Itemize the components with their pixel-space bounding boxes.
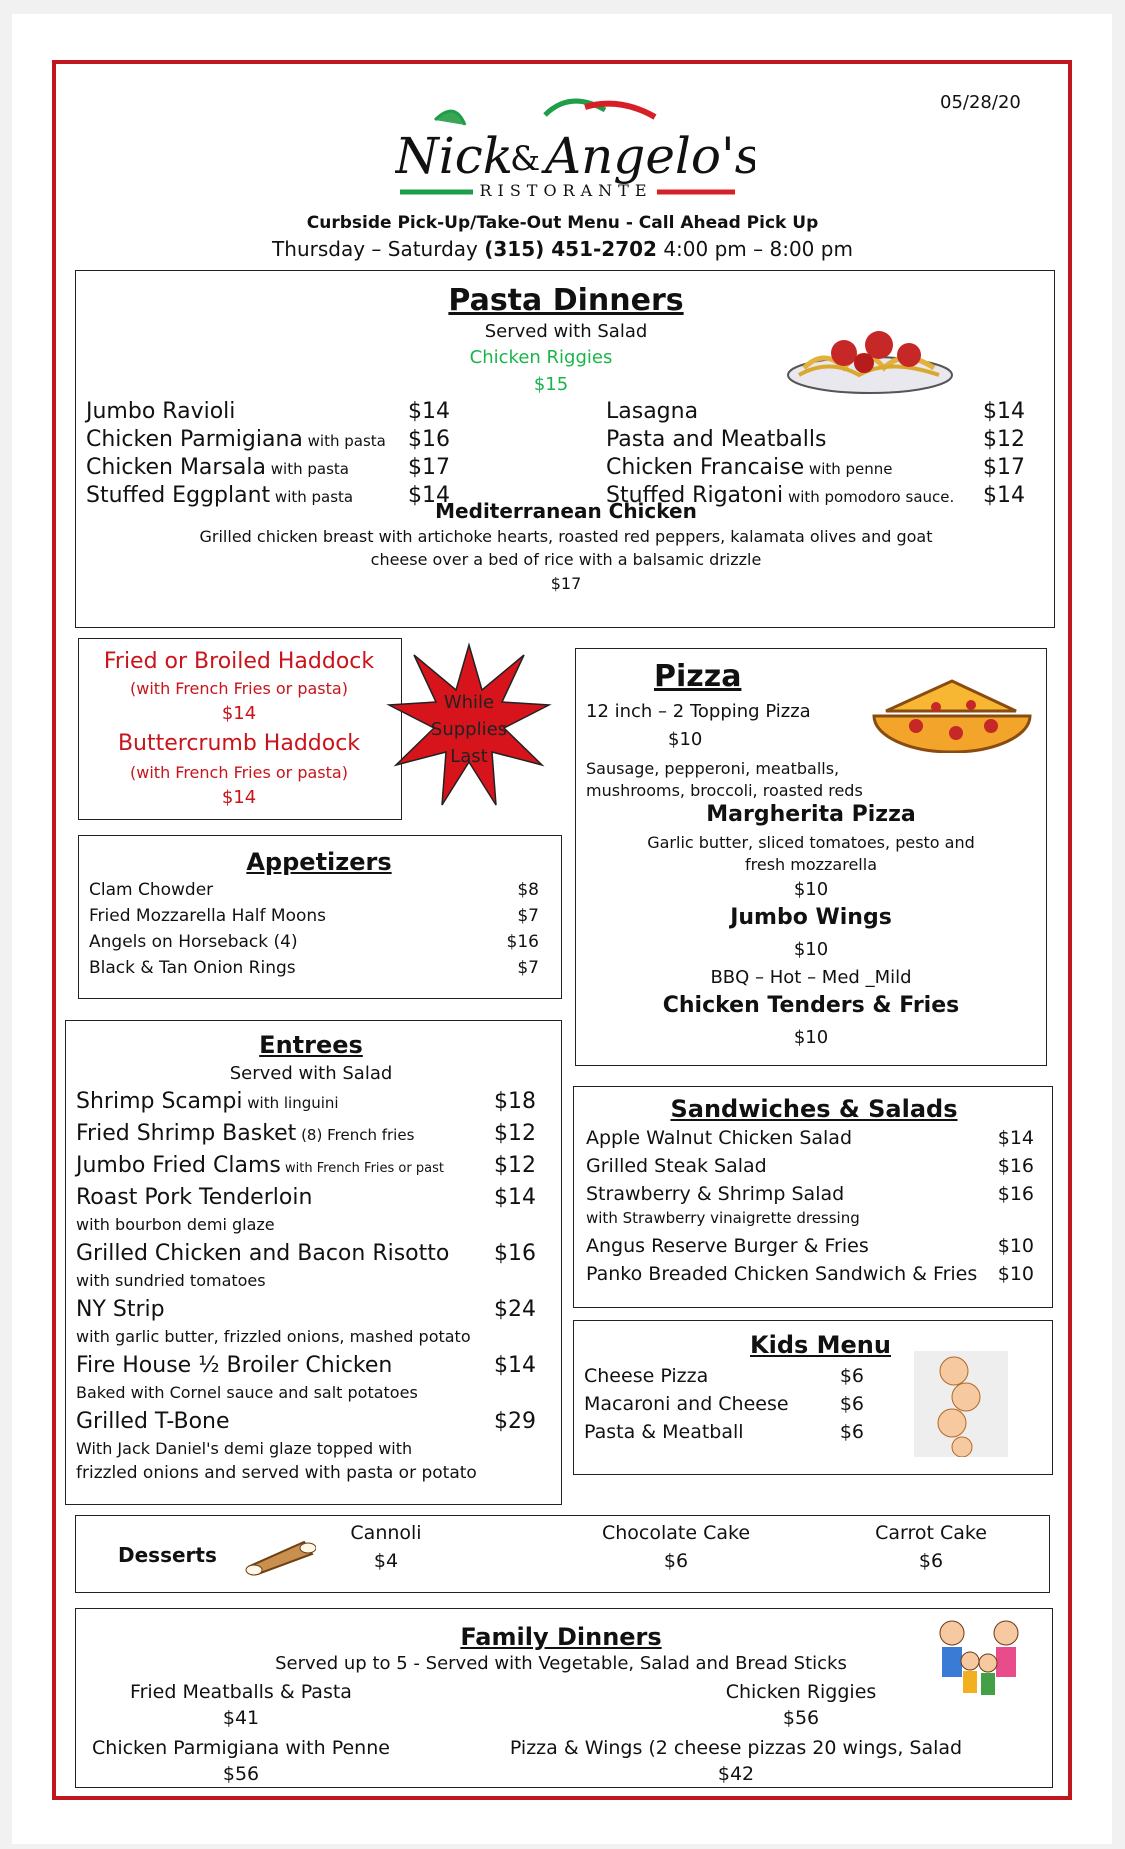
entree-name: Fried Shrimp Basket bbox=[76, 1121, 297, 1146]
entree-desc: with sundried tomatoes bbox=[76, 1271, 266, 1290]
dessert-price: $6 bbox=[663, 1550, 689, 1572]
entree-name: NY Strip bbox=[76, 1297, 165, 1322]
entree-desc: Baked with Cornel sauce and salt potatoes bbox=[76, 1383, 418, 1402]
haddock-price-1: $14 bbox=[221, 703, 257, 724]
item-name: Lasagna bbox=[606, 399, 699, 424]
entree-item bbox=[76, 1409, 230, 1434]
pasta-item bbox=[86, 399, 235, 424]
hours-text: 4:00 pm – 8:00 pm bbox=[656, 237, 853, 261]
family-item-name: Pizza & Wings (2 cheese pizzas 20 wings, Salad bbox=[509, 1737, 963, 1759]
wings-flavors: BBQ – Hot – Med _Mild bbox=[710, 967, 912, 988]
entree-price: $16 bbox=[494, 1241, 536, 1266]
item-note: with pomodoro sauce. bbox=[783, 488, 955, 506]
sandwich-price: $10 bbox=[997, 1263, 1034, 1285]
mediterranean-price: $17 bbox=[550, 574, 582, 593]
item-price: $17 bbox=[983, 455, 1025, 480]
entree-price: $14 bbox=[494, 1185, 536, 1210]
tenders-price: $10 bbox=[793, 1027, 829, 1048]
badge-line-2: Supplies bbox=[430, 719, 508, 740]
entree-note: (8) French fries bbox=[296, 1126, 415, 1144]
kids-title: Kids Menu bbox=[750, 1331, 891, 1359]
haddock-item-1: Fried or Broiled Haddock bbox=[103, 649, 375, 674]
pasta-title: Pasta Dinners bbox=[448, 283, 684, 318]
entree-desc-extra: frizzled onions and served with pasta or potato bbox=[76, 1463, 477, 1483]
appetizer-name: Clam Chowder bbox=[89, 880, 214, 900]
strawberry-note: with Strawberry vinaigrette dressing bbox=[586, 1209, 860, 1227]
family-item-name: Chicken Riggies bbox=[725, 1681, 877, 1703]
haddock-item-2: Buttercrumb Haddock bbox=[117, 731, 361, 756]
mediterranean-desc-1: Grilled chicken breast with artichoke hearts, roasted red peppers, kalamata olives and goat bbox=[199, 527, 933, 546]
entree-name: Roast Pork Tenderloin bbox=[76, 1185, 313, 1210]
kids-item-price: $6 bbox=[839, 1393, 864, 1415]
item-name: Stuffed Rigatoni bbox=[606, 483, 784, 508]
entree-price: $12 bbox=[494, 1153, 536, 1178]
entrees-subtitle: Served with Salad bbox=[229, 1063, 393, 1084]
pizza-toppings-2: mushrooms, broccoli, roasted reds bbox=[586, 781, 863, 800]
dessert-price: $4 bbox=[373, 1550, 399, 1572]
haddock-note-1: (with French Fries or pasta) bbox=[130, 679, 348, 698]
badge-line-1: While bbox=[443, 692, 495, 713]
family-item-price: $42 bbox=[717, 1763, 755, 1785]
item-price: $14 bbox=[983, 399, 1025, 424]
kids-item-price: $6 bbox=[839, 1421, 864, 1443]
days-text: Thursday – Saturday bbox=[272, 237, 485, 261]
badge-line-3: Last bbox=[450, 746, 488, 767]
sandwiches-section bbox=[573, 1086, 1053, 1308]
haddock-note-2: (with French Fries or pasta) bbox=[130, 763, 348, 782]
family-title: Family Dinners bbox=[460, 1623, 662, 1651]
pasta-item bbox=[86, 427, 386, 452]
svg-text:Nick: Nick bbox=[395, 127, 514, 185]
sandwich-price: $14 bbox=[997, 1127, 1034, 1149]
entree-price: $18 bbox=[494, 1089, 536, 1114]
wings-title: Jumbo Wings bbox=[730, 905, 892, 930]
item-price: $14 bbox=[408, 483, 450, 508]
sandwich-price: $10 bbox=[997, 1235, 1034, 1257]
while-supplies-last-badge bbox=[384, 640, 554, 810]
entree-price: $29 bbox=[494, 1409, 536, 1434]
restaurant-logo bbox=[395, 95, 755, 205]
haddock-section bbox=[78, 638, 402, 820]
appetizer-name: Fried Mozzarella Half Moons bbox=[89, 906, 326, 926]
appetizer-name: Angels on Horseback (4) bbox=[89, 932, 298, 952]
desserts-section bbox=[75, 1515, 1050, 1593]
kids-item-price: $6 bbox=[839, 1365, 864, 1387]
item-price: $14 bbox=[983, 483, 1025, 508]
entrees-title: Entrees bbox=[259, 1031, 363, 1059]
entree-item bbox=[76, 1353, 392, 1378]
entree-item bbox=[76, 1297, 165, 1322]
item-note: with pasta bbox=[266, 460, 349, 478]
sandwich-name: Strawberry & Shrimp Salad bbox=[586, 1183, 845, 1205]
pasta-item bbox=[86, 455, 349, 480]
entree-price: $24 bbox=[494, 1297, 536, 1322]
appetizer-price: $8 bbox=[517, 880, 539, 900]
kids-item-name: Pasta & Meatball bbox=[584, 1421, 744, 1443]
pizza-item-1: 12 inch – 2 Topping Pizza bbox=[586, 701, 811, 722]
kids-icon bbox=[914, 1351, 1008, 1457]
sandwich-name: Apple Walnut Chicken Salad bbox=[586, 1127, 853, 1149]
sandwiches-title: Sandwiches & Salads bbox=[670, 1095, 958, 1123]
pizza-section bbox=[575, 648, 1047, 1066]
entree-name: Shrimp Scampi bbox=[76, 1089, 243, 1114]
mediterranean-title: Mediterranean Chicken bbox=[435, 499, 697, 523]
logo-subtitle: RISTORANTE bbox=[479, 181, 653, 200]
entree-desc: with bourbon demi glaze bbox=[76, 1215, 275, 1234]
item-price: $16 bbox=[408, 427, 450, 452]
margherita-price: $10 bbox=[793, 879, 829, 900]
item-name: Stuffed Eggplant bbox=[86, 483, 271, 508]
entree-name: Grilled Chicken and Bacon Risotto bbox=[76, 1241, 450, 1266]
special-price: $15 bbox=[533, 374, 569, 395]
margherita-title: Margherita Pizza bbox=[706, 802, 916, 827]
family-item-price: $41 bbox=[222, 1707, 260, 1729]
entree-note: with French Fries or past bbox=[280, 1161, 444, 1176]
sandwich-name: Angus Reserve Burger & Fries bbox=[586, 1235, 869, 1257]
mediterranean-desc-2: cheese over a bed of rice with a balsamic drizzle bbox=[370, 550, 762, 569]
pizza-toppings-1: Sausage, pepperoni, meatballs, bbox=[586, 759, 840, 778]
spaghetti-icon bbox=[784, 313, 956, 403]
tenders-title: Chicken Tenders & Fries bbox=[662, 993, 960, 1018]
pasta-dinners-section bbox=[75, 270, 1055, 628]
menu-header-line: Curbside Pick-Up/Take-Out Menu - Call Ahead Pick Up bbox=[306, 213, 819, 233]
pizza-price-1: $10 bbox=[668, 729, 703, 750]
margherita-desc-1: Garlic butter, sliced tomatoes, pesto and bbox=[647, 833, 975, 852]
appetizer-price: $7 bbox=[517, 906, 539, 926]
entree-price: $14 bbox=[494, 1353, 536, 1378]
entree-item bbox=[76, 1185, 312, 1210]
family-item-name: Fried Meatballs & Pasta bbox=[130, 1681, 352, 1703]
item-price: $17 bbox=[408, 455, 450, 480]
item-price: $14 bbox=[408, 399, 450, 424]
dessert-price: $6 bbox=[918, 1550, 944, 1572]
family-section bbox=[75, 1608, 1053, 1788]
appetizers-title: Appetizers bbox=[246, 848, 392, 876]
entree-desc: with garlic butter, frizzled onions, mashed potato bbox=[76, 1327, 471, 1346]
entrees-section bbox=[65, 1020, 562, 1505]
entree-item bbox=[76, 1089, 339, 1114]
appetizer-name: Black & Tan Onion Rings bbox=[89, 958, 296, 978]
pasta-item bbox=[606, 455, 893, 480]
kids-section bbox=[573, 1320, 1053, 1475]
sandwich-price: $16 bbox=[997, 1183, 1034, 1205]
pizza-title: Pizza bbox=[654, 659, 742, 694]
kids-item-name: Macaroni and Cheese bbox=[584, 1393, 789, 1415]
haddock-price-2: $14 bbox=[221, 787, 257, 808]
sandwich-price: $16 bbox=[997, 1155, 1034, 1177]
menu-date: 05/28/20 bbox=[940, 92, 1021, 113]
pasta-subtitle: Served with Salad bbox=[484, 321, 648, 342]
item-price: $12 bbox=[983, 427, 1025, 452]
dessert-name: Cannoli bbox=[350, 1522, 422, 1544]
sandwich-name: Grilled Steak Salad bbox=[586, 1155, 767, 1177]
kids-item-name: Cheese Pizza bbox=[584, 1365, 709, 1387]
entree-desc: With Jack Daniel's demi glaze topped with bbox=[76, 1439, 413, 1458]
pasta-item bbox=[606, 427, 826, 452]
dessert-name: Carrot Cake bbox=[875, 1522, 987, 1544]
item-note: with pasta bbox=[302, 432, 386, 450]
svg-text:Angelo's: Angelo's bbox=[545, 127, 755, 185]
entree-name: Jumbo Fried Clams bbox=[76, 1153, 281, 1178]
item-name: Chicken Francaise bbox=[606, 455, 805, 480]
item-note: with pasta bbox=[270, 488, 354, 506]
entree-item bbox=[76, 1153, 444, 1178]
special-name: Chicken Riggies bbox=[469, 347, 613, 368]
item-name: Chicken Parmigiana bbox=[86, 427, 303, 452]
item-name: Jumbo Ravioli bbox=[86, 399, 236, 424]
appetizer-price: $7 bbox=[517, 958, 539, 978]
hours-line bbox=[200, 237, 925, 261]
item-note: with penne bbox=[804, 460, 893, 478]
entree-item bbox=[76, 1241, 449, 1266]
entree-name: Fire House ½ Broiler Chicken bbox=[76, 1353, 393, 1378]
appetizer-price: $16 bbox=[506, 932, 539, 952]
family-item-price: $56 bbox=[222, 1763, 260, 1785]
dessert-name: Chocolate Cake bbox=[601, 1522, 751, 1544]
margherita-desc-2: fresh mozzarella bbox=[744, 855, 877, 874]
svg-text:&: & bbox=[510, 139, 541, 179]
entree-item bbox=[76, 1121, 414, 1146]
pizza-icon bbox=[866, 671, 1038, 753]
pasta-item bbox=[606, 399, 698, 424]
appetizers-section bbox=[78, 835, 562, 999]
family-item-name: Chicken Parmigiana with Penne bbox=[92, 1737, 390, 1759]
item-name: Chicken Marsala bbox=[86, 455, 266, 480]
entree-price: $12 bbox=[494, 1121, 536, 1146]
item-name: Pasta and Meatballs bbox=[606, 427, 827, 452]
entree-note: with linguini bbox=[242, 1094, 339, 1112]
family-item-price: $56 bbox=[782, 1707, 820, 1729]
wings-price: $10 bbox=[793, 939, 829, 960]
desserts-label: Desserts bbox=[118, 1543, 217, 1567]
family-subtitle: Served up to 5 - Served with Vegetable, Salad and Bread Sticks bbox=[275, 1653, 847, 1674]
entree-name: Grilled T-Bone bbox=[76, 1409, 230, 1434]
sandwich-name: Panko Breaded Chicken Sandwich & Fries bbox=[586, 1263, 978, 1285]
phone-number[interactable]: (315) 451-2702 bbox=[484, 237, 657, 261]
